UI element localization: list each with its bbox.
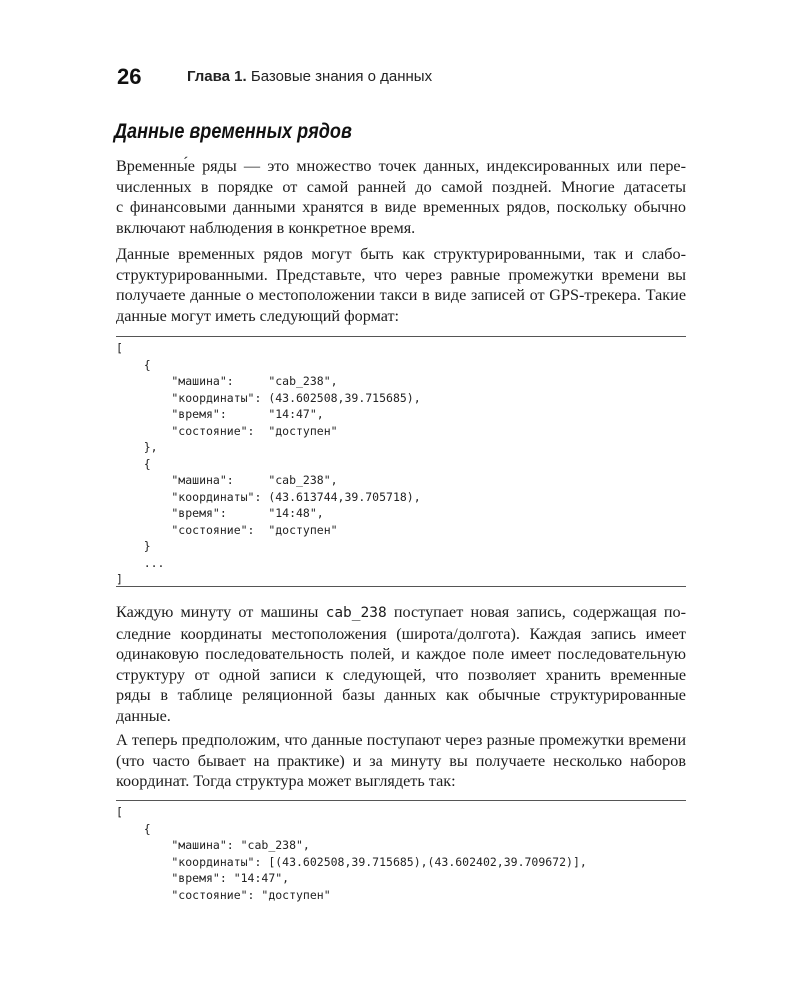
code-rule-top	[116, 336, 686, 337]
text-line: (что часто бывает на практике) и за минуту вы получаете несколько наборов	[116, 751, 686, 770]
text-line: численных в порядке от самой ранней до самой поздней. Многие датасеты	[116, 177, 686, 196]
code-line: {	[116, 821, 151, 836]
code-listing-2	[116, 804, 686, 903]
text-line: Временны́е ряды — это множество точек данных, индексированных или пере-	[116, 157, 686, 175]
code-line: "состояние": "доступен"	[116, 423, 338, 438]
text-line: следние координаты местоположения (широта/долгота). Каждая запись имеет	[116, 624, 686, 643]
text-fragment: Каждую минуту от машины	[116, 603, 326, 621]
code-rule-top-2	[116, 800, 686, 801]
chapter-title: Базовые знания о данных	[250, 68, 433, 85]
page-number: 26	[117, 64, 142, 89]
code-line: {	[116, 456, 151, 471]
running-head	[187, 68, 432, 85]
text-line	[116, 602, 686, 624]
text-line: с финансовыми данными хранятся в виде временных рядов, поскольку обычно	[116, 198, 686, 216]
text-fragment: поступает новая запись, содержащая по-	[386, 603, 686, 621]
code-line: [	[116, 341, 123, 355]
page-header	[117, 60, 687, 96]
paragraph-intro	[116, 156, 686, 238]
code-line: "машина": "cab_238",	[116, 374, 338, 388]
code-line: "состояние": "доступен"	[116, 887, 331, 902]
text-line: включают наблюдения в конкретное время.	[116, 218, 416, 237]
text-line: структуру от одной записи к следующей, что позволяет хранить временные	[116, 665, 686, 684]
text-line: данные могут иметь следующий формат:	[116, 306, 400, 325]
code-line: "координаты": (43.613744,39.705718),	[116, 489, 421, 504]
paragraph-structure	[116, 244, 686, 326]
code-line: ...	[116, 555, 165, 570]
code-line: ]	[116, 572, 123, 586]
text-line: А теперь предположим, что данные поступают через разные промежутки времени	[116, 731, 686, 749]
code-line: "машина": "cab_238",	[116, 473, 338, 487]
code-line: "координаты": (43.602508,39.715685),	[116, 390, 421, 405]
code-listing-1	[116, 340, 686, 588]
text-line: координат. Тогда структура может выглядеть так:	[116, 772, 456, 790]
text-line: данные.	[116, 706, 171, 725]
code-line: "координаты": [(43.602508,39.715685),(43.602402,39.709672)],	[116, 854, 587, 869]
inline-code: cab_238	[325, 605, 387, 621]
code-line: },	[116, 440, 158, 454]
code-rule-bottom	[116, 586, 686, 587]
code-line: "машина": "cab_238",	[116, 838, 310, 852]
paragraph-irregular	[116, 730, 686, 792]
text-line: ряды в таблице реляционной базы данных как обычные структурированные	[116, 686, 686, 704]
code-line: }	[116, 539, 151, 553]
text-line: получаете данные о местоположении такси в виде записей от GPS-трекера. Такие	[116, 286, 686, 304]
paragraph-cab-records	[116, 602, 686, 726]
text-line: Данные временных рядов могут быть как структурированными, так и слабо-	[116, 245, 686, 263]
text-line: одинаковую последовательность полей, и каждое поле имеет последовательную	[116, 645, 686, 663]
code-line: {	[116, 357, 151, 372]
text-line: структурированными. Представьте, что через равные промежутки времени вы	[116, 265, 686, 284]
chapter-label: Глава 1.	[187, 68, 247, 85]
code-line: "состояние": "доступен"	[116, 522, 338, 537]
code-line: "время": "14:47",	[116, 407, 324, 421]
code-line: [	[116, 805, 123, 819]
section-title: Данные временных рядов	[114, 120, 352, 143]
code-line: "время": "14:48",	[116, 506, 324, 520]
code-line: "время": "14:47",	[116, 871, 290, 885]
